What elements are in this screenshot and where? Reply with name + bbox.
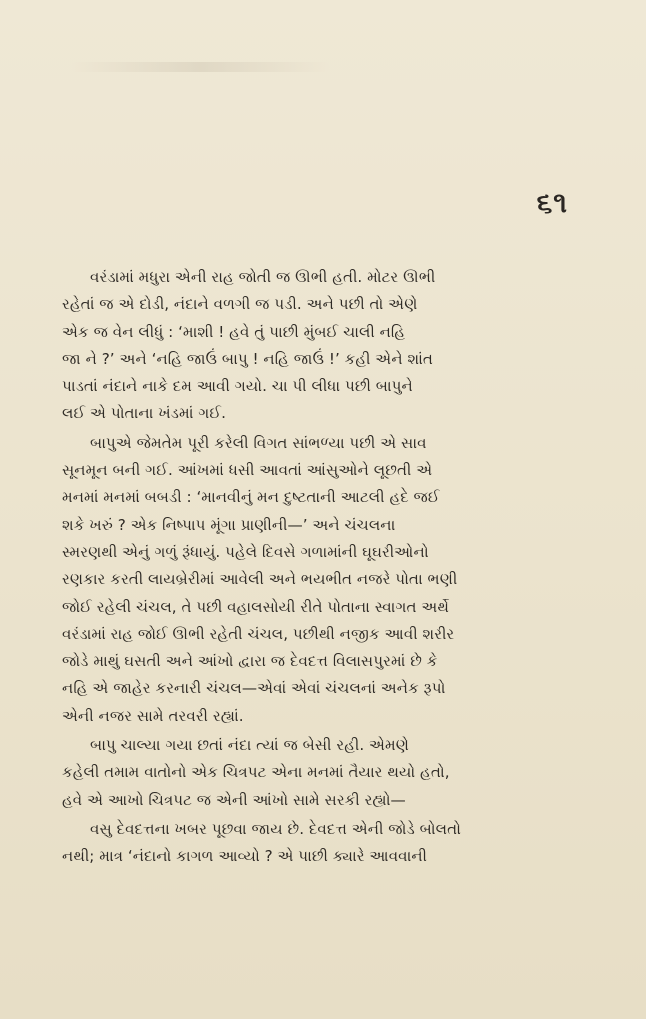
text-line: એક જ વેન લીધું : ‘માશી ! હવે તું પાછી મુંબઈ ચાલી નહિ — [62, 322, 406, 341]
text-line: સૂનમૂન બની ગઈ. આંખમાં ધસી આવતાં આંસુઓને લૂછતી એ — [62, 461, 433, 480]
text-line: સ્મરણથી એનું ગળું રૂંધાયું. પહેલે દિવસે ગળામાંની ઘૂઘરીઓનો — [62, 542, 429, 561]
paragraph-1 — [62, 264, 584, 428]
text-line: શકે ખરું ? એક નિષ્પાપ મૂંગા પ્રાણીની—’ અને ચંચલના — [62, 515, 396, 534]
text-line: બાપુએ જેમતેમ પૂરી કરેલી વિગત સાંભળ્યા પછી એ સાવ — [90, 433, 427, 452]
text-line: જા ને ?’ અને ‘નહિ જાઉં બાપુ ! નહિ જાઉં !’ કહી એને શાંત — [62, 349, 433, 368]
text-line: પાડતાં નંદાને નાકે દમ આવી ગયો. ચા પી લીધા પછી બાપુને — [62, 377, 413, 396]
text-line: વરંડામાં રાહ જોઈ ઊભી રહેતી ચંચલ, પછીથી નજીક આવી શરીર — [62, 624, 455, 643]
paragraph-3 — [62, 732, 584, 814]
text-line: રણકાર કરતી લાયબ્રેરીમાં આવેલી અને ભયભીત નજરે પોતા ભણી — [62, 570, 458, 589]
text-line: મનમાં મનમાં બબડી : ‘માનવીનું મન દુષ્ટતાની આટલી હદે જઈ — [62, 488, 440, 507]
paragraph-2 — [62, 430, 584, 730]
text-line: વસુ દેવદત્તના ખબર પૂછવા જાય છે. દેવદત્ત એની જોડે બોલતો — [90, 819, 461, 838]
page-number: ૬૧ — [536, 186, 568, 219]
text-line: નહિ એ જાહેર કરનારી ચંચલ—એવાં એવાં ચંચલનાં અનેક રૂપો — [62, 679, 446, 698]
text-line: કહેલી તમામ વાતોનો એક ચિત્રપટ એના મનમાં તૈયાર થયો હતો, — [62, 763, 450, 782]
text-line: નથી; માત્ર ‘નંદાનો કાગળ આવ્યો ? એ પાછી ક્યારે આવવાની — [62, 847, 428, 866]
text-line: લઈ એ પોતાના ખંડમાં ગઈ. — [62, 404, 226, 423]
text-line: વરંડામાં મધુરા એની રાહ જોતી જ ઊભી હતી. મોટર ઊભી — [90, 268, 436, 286]
text-line: રહેતાં જ એ દોડી, નંદાને વળગી જ પડી. અને પછી તો એણે — [62, 295, 418, 314]
text-line: એની નજર સામે તરવરી રહ્યાં. — [62, 706, 244, 725]
text-line: હવે એ આખો ચિત્રપટ જ એની આંખો સામે સરકી રહ્યો— — [62, 790, 406, 809]
body-text — [62, 264, 584, 873]
text-line: બાપુ ચાલ્યા ગયા છતાં નંદા ત્યાં જ બેસી રહી. એમણે — [90, 736, 409, 755]
text-line: જોઈ રહેલી ચંચલ, તે પછી વહાલસોયી રીતે પોતાના સ્વાગત અર્થે — [62, 597, 450, 616]
paragraph-4 — [62, 816, 584, 871]
text-line: જોડે માથું ઘસતી અને આંખો દ્વારા જ દેવદત્ત વિલાસપુરમાં છે કે — [62, 652, 438, 671]
bleed-through-mark — [70, 62, 330, 72]
